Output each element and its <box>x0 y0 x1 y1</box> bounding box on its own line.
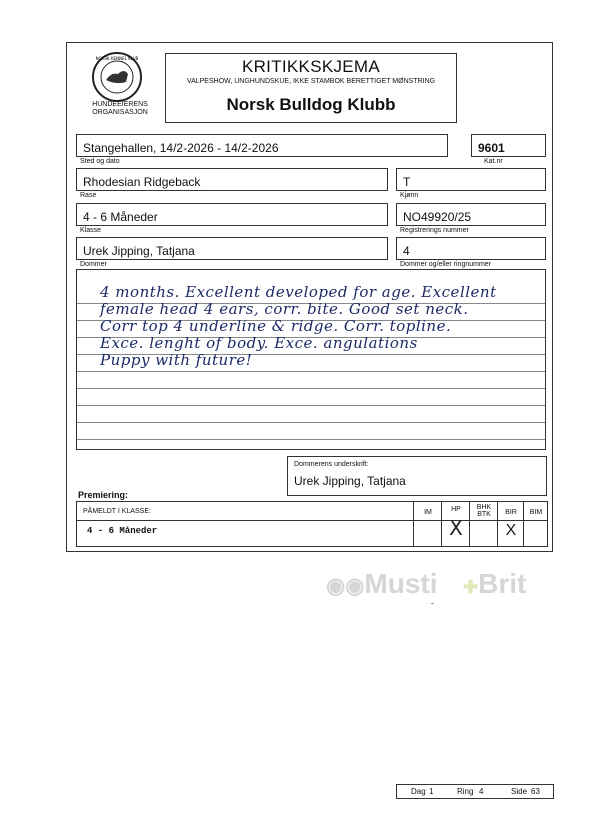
sex-field: T <box>396 168 546 191</box>
ring-label: Dommer og/eller ringnummer <box>400 261 492 268</box>
critique-line: Puppy with future! <box>100 351 253 369</box>
club-name: Norsk Bulldog Klubb <box>226 95 396 114</box>
sponsor-musti: ◉◉Musti <box>326 568 438 599</box>
col-hp: HP X <box>441 502 470 546</box>
side-label: Side <box>511 787 528 796</box>
bir-mark: X <box>505 522 517 539</box>
col-bim: BIM <box>523 502 548 546</box>
ring-field: 4 <box>396 237 546 260</box>
signature-box <box>287 456 547 496</box>
page-footer <box>396 784 554 799</box>
hp-mark: X <box>449 516 463 540</box>
reg-nr-label: Registrerings nummer <box>400 227 469 234</box>
musti-logo-icon: ◉◉ <box>326 573 365 598</box>
col-bir: BIR X <box>497 502 524 546</box>
signature-label: Dommerens underskrift: <box>294 461 369 468</box>
class-label: Klasse <box>80 227 102 234</box>
logo-caption: HUNDEEIERENS ORGANISASJON <box>92 101 148 116</box>
ring-footer-value: 4 <box>479 787 484 796</box>
venue-date-label: Sted og dato <box>80 158 120 165</box>
venue-date-field: Stangehallen, 14/2-2026 - 14/2-2026 <box>76 134 448 157</box>
class-header: PÅMELDT I KLASSE: <box>83 508 151 515</box>
critique-line: female head 4 ears, corr. bite. Good set neck. <box>100 300 469 318</box>
col-im: IM <box>413 502 442 546</box>
critique-line: Exce. lenght of body. Exce. angulations <box>100 334 418 352</box>
ring-footer-label: Ring <box>457 787 474 796</box>
handwritten-critique <box>100 284 540 369</box>
title-box <box>165 53 457 123</box>
breed-field: Rhodesian Ridgeback <box>76 168 388 191</box>
reg-nr-field: NO49920/25 <box>396 203 546 226</box>
sex-label: Kjønn <box>400 192 419 199</box>
sponsor-brit: ✚Brit <box>463 568 527 599</box>
critique-line: Corr top 4 underline & ridge. Corr. topline. <box>100 317 452 335</box>
dag-label: Dag <box>411 787 426 796</box>
judge-label: Dommer <box>80 261 107 268</box>
premiering-class-value: 4 - 6 Måneder <box>87 526 158 536</box>
class-field: 4 - 6 Måneder <box>76 203 388 226</box>
dot-mark <box>431 603 434 604</box>
form-title: KRITIKKSKJEMA <box>241 57 381 76</box>
brit-logo-icon: ✚ <box>463 577 479 597</box>
col-bhk-btk: BHK BTK <box>469 502 498 546</box>
svg-text:NORSK KENNEL KLUB: NORSK KENNEL KLUB <box>95 56 139 61</box>
premiering-table <box>76 501 548 547</box>
dag-value: 1 <box>429 787 434 796</box>
cat-nr-label: Kat.nr <box>484 158 503 165</box>
critique-line: 4 months. Excellent developed for age. Excellent <box>100 283 497 301</box>
signature-value: Urek Jipping, Tatjana <box>294 474 406 488</box>
cat-nr-field: 9601 <box>471 134 546 157</box>
form-subtitle: VALPESHOW, UNGHUNDSKUE, IKKE STAMBOK BERETTIGET MØNSTRING <box>186 78 436 85</box>
judge-field: Urek Jipping, Tatjana <box>76 237 388 260</box>
side-value: 63 <box>531 787 540 796</box>
premiering-title: Premiering: <box>78 490 129 500</box>
breed-label: Rase <box>80 192 97 199</box>
